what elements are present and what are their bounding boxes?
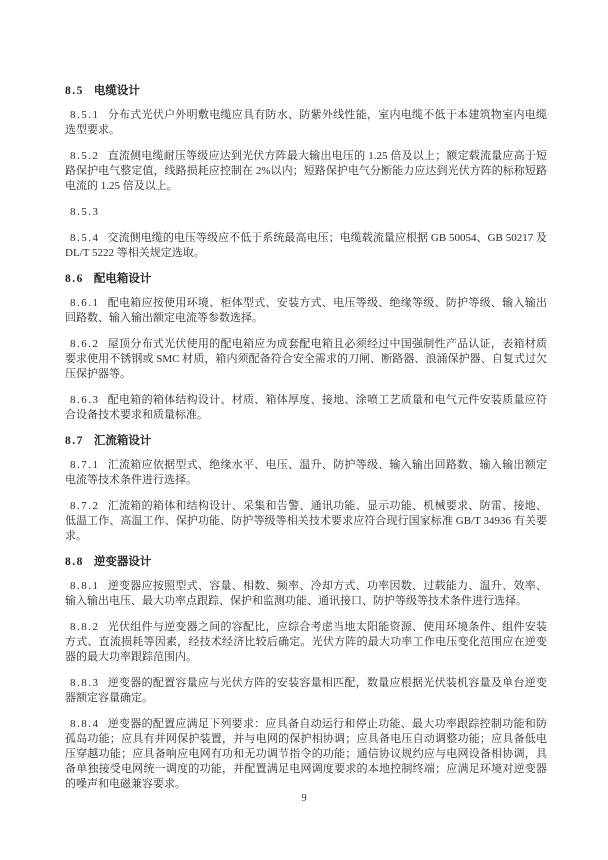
page-number: 9 [301, 793, 307, 804]
section-distribution-box-design [65, 272, 547, 423]
clause-number: 8.6.2 [70, 338, 100, 350]
clause-number: 8.8.3 [70, 677, 100, 689]
clause-number: 8.6.1 [70, 297, 100, 309]
clause-number: 8.5.2 [70, 150, 100, 162]
page-content [65, 84, 547, 803]
section-title: 逆变器设计 [93, 556, 152, 568]
section-heading-8-5 [65, 84, 547, 99]
clause-number: 8.8.4 [70, 718, 100, 730]
clause-8-8-2 [65, 620, 547, 665]
clause-8-8-1 [65, 579, 547, 609]
section-title: 配电箱设计 [93, 273, 152, 285]
clause-number: 8.6.3 [70, 394, 100, 406]
section-combiner-box-design [65, 434, 547, 544]
clause-number: 8.5.1 [70, 109, 100, 121]
clause-number: 8.7.1 [70, 459, 100, 471]
clause-8-6-1 [65, 296, 547, 326]
clause-number: 8.5.3 [70, 206, 100, 218]
section-number: 8.7 [65, 435, 84, 447]
clause-8-8-3 [65, 676, 547, 706]
section-number: 8.5 [65, 85, 84, 97]
clause-text: 汇流箱应依据型式、绝缘水平、电压、温升、防护等级、输入输出回路数、输入输出额定电流等技术条件进行选择。 [65, 459, 547, 486]
section-number: 8.8 [65, 556, 84, 568]
clause-text: 交流侧电缆的电压等级应不低于系统最高电压；电缆载流量应根据 GB 50054、GB 50217 及 DL/T 5222 等相关规定选取。 [65, 232, 547, 259]
clause-number: 8.7.2 [70, 500, 100, 512]
section-heading-8-8 [65, 555, 547, 570]
clause-text: 逆变器的配置应满足下列要求：应具备自动运行和停止功能、最大功率跟踪控制功能和防孤岛功能；应具有并网保护装置，并与电网的保护相协调；应具备电压自动调整功能；应具备低电压穿越功能；应具备响应电网有功和无功调节指令的功能；通信协议规约应与电网设备相协调，具备单独接受电网统一调度的功能，并配置满足电网调度要求的本地控制终端；应满足环境对逆变器的噪声和电磁兼容要求。 [65, 718, 547, 790]
section-heading-8-7 [65, 434, 547, 449]
page-footer [0, 793, 608, 804]
clause-8-7-2 [65, 499, 547, 544]
clause-8-8-4 [65, 717, 547, 792]
clause-text: 汇流箱的箱体和结构设计、采集和告警、通讯功能、显示功能、机械要求、防雷、接地、低温工作、高温工作、保护功能、防护等级等相关技术要求应符合现行国家标准 GB/T 34936 有关要求。 [65, 500, 547, 542]
clause-8-6-3 [65, 393, 547, 423]
clause-number: 8.5.4 [70, 232, 100, 244]
section-cable-design [65, 84, 547, 261]
clause-text: 配电箱的箱体结构设计、材质、箱体厚度、接地、涂喷工艺质量和电气元件安装质量应符合设备技术要求和质量标准。 [65, 394, 547, 421]
clause-8-6-2 [65, 337, 547, 382]
clause-text: 逆变器应按照型式、容量、相数、频率、冷却方式、功率因数、过载能力、温升、效率、输入输出电压、最大功率点跟踪、保护和监测功能、通讯接口、防护等级等技术条件进行选择。 [65, 580, 547, 607]
clause-text: 直流侧电缆耐压等级应达到光伏方阵最大输出电压的 1.25 倍及以上；额定载流量应高于短路保护电气整定值，线路损耗应控制在 2%以内；短路保护电气分断能力应达到光伏方阵的标称短路电流的 1.25 倍及以上。 [65, 150, 547, 192]
clause-text: 光伏组件与逆变器之间的容配比，应综合考虑当地太阳能资源、使用环境条件、组件安装方式、直流损耗等因素，经技术经济比较后确定。光伏方阵的最大功率工作电压变化范围应在逆变器的最大功率跟踪范围内。 [65, 621, 547, 663]
clause-text: 屋顶分布式光伏使用的配电箱应为成套配电箱且必须经过中国强制性产品认证，表箱材质要求使用不锈钢或 SMC 材质，箱内须配备符合安全需求的刀闸、断路器、浪涌保护器、自复式过欠压保护器等。 [65, 338, 547, 380]
section-title: 汇流箱设计 [93, 435, 152, 447]
clause-8-5-4 [65, 231, 547, 261]
clause-8-5-1 [65, 108, 547, 138]
clause-text: 分布式光伏户外明敷电缆应具有防水、防紫外线性能，室内电缆不低于本建筑物室内电缆选型要求。 [65, 109, 547, 136]
clause-8-5-2 [65, 149, 547, 194]
section-heading-8-6 [65, 272, 547, 287]
section-title: 电缆设计 [93, 85, 140, 97]
clause-text: 配电箱应按使用环境、柜体型式、安装方式、电压等级、绝缘等级、防护等级、输入输出回路数、输入输出额定电流等参数选择。 [65, 297, 547, 324]
section-number: 8.6 [65, 273, 84, 285]
clause-8-5-3 [65, 205, 547, 220]
clause-number: 8.8.1 [70, 580, 100, 592]
clause-text: 逆变器的配置容量应与光伏方阵的安装容量相匹配，数量应根据光伏装机容量及单台逆变器额定容量确定。 [65, 677, 547, 704]
clause-number: 8.8.2 [70, 621, 100, 633]
section-inverter-design [65, 555, 547, 792]
clause-8-7-1 [65, 458, 547, 488]
